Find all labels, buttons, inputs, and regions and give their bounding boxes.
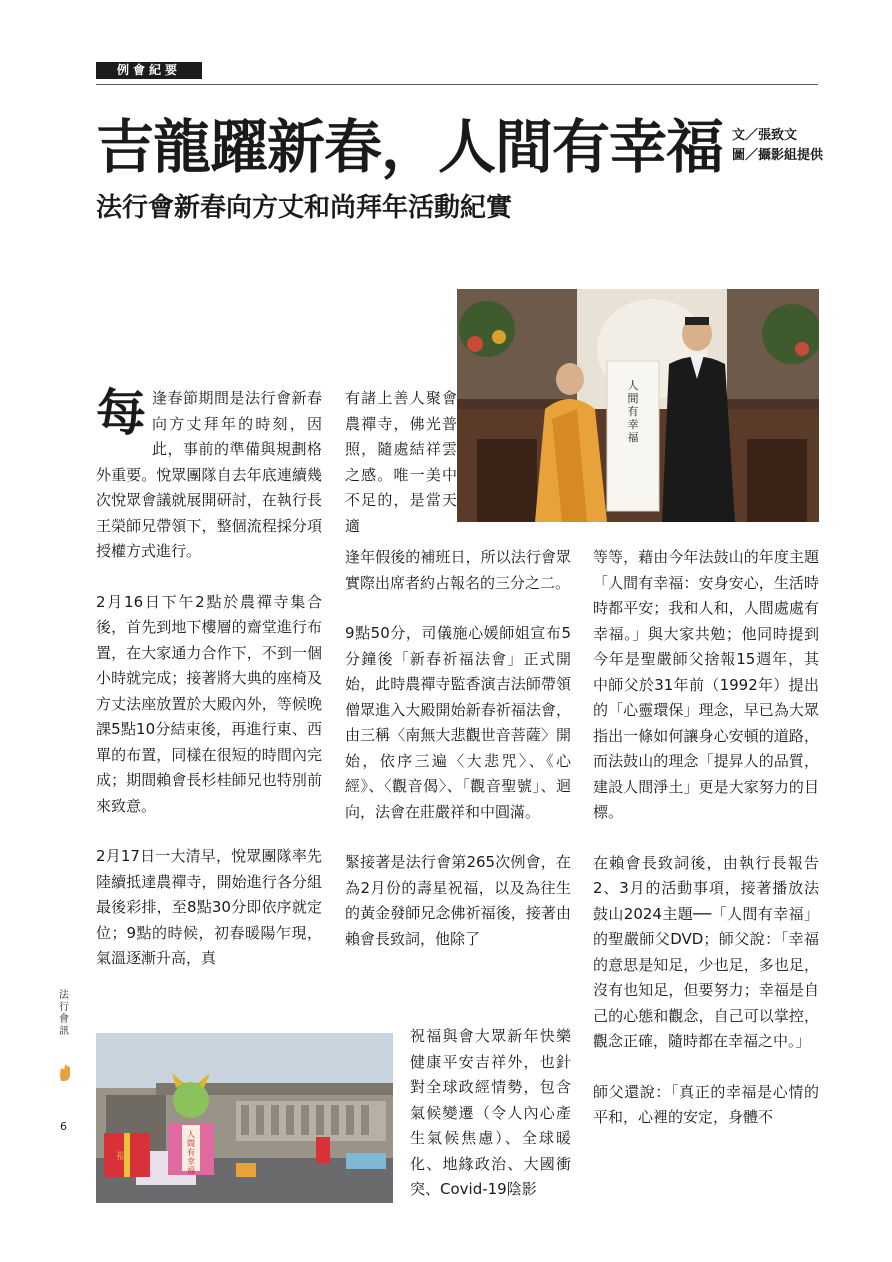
paragraph-1-text: 逢春節期間是法行會新春向方丈拜年的時刻，因此，事前的準備與規劃格外重要。悅眾團隊自去年底連續幾次悅眾會議就展開研討，在執行長王榮師兄帶領下，整個流程採分項授權方式進行。 (96, 389, 322, 560)
top-rule (96, 84, 818, 85)
text-column-2 (345, 545, 571, 977)
photo-new-year-greeting (457, 289, 819, 522)
paragraph-2: 2月16日下午2點於農禪寺集合後，首先到地下樓層的齋堂進行布置，在大家通力合作下，不到一個小時就完成；接著將大典的座椅及方丈法座放置於大殿內外，等候晚課5點10分結束後，再進行東、西單的布置，同樣在很短的時間內完成；期間賴會長杉桂師兄也特別前來致意。 (96, 592, 322, 815)
photo-credit: 圖／攝影組提供 (732, 148, 824, 163)
dropcap: 每 (96, 383, 146, 442)
gift-sign-text: 人間有幸福 (187, 1130, 195, 1175)
credits (732, 126, 823, 166)
article-title: 吉龍躍新春，人間有幸福 (96, 113, 724, 181)
text-column-2-top (345, 386, 457, 564)
paragraph-8: 在賴會長致詞後，由執行長報告2、3月的活動事項，接著播放法鼓山2024主題──「人間有幸福」的聖嚴師父DVD；師父說：「幸福的意思是知足，少也足，多也足，沒有也知足，但要努力；幸福是自己的心態和觀念，自己可以掌控，觀念正確，隨時都在幸福之中。」 (593, 853, 819, 1050)
paragraph-4: 逢年假後的補班日，所以法行會眾實際出席者約占報名的三分之二。 (345, 548, 571, 592)
paragraph-3-cont: 有諸上善人聚會農禪寺，佛光普照，隨處結祥雲之感。唯一美中不足的，是當天適 (345, 389, 457, 535)
article-subtitle: 法行會新春向方丈和尚拜年活動紀實 (96, 193, 513, 223)
greeting-photo-illustration (457, 289, 819, 522)
paragraph-3: 2月17日一大清早，悅眾團隊率先陸續抵達農禪寺，開始進行各分組最後彩排，至8點30分即依序就定位；9點的時候，初春暖陽乍現，氣溫逐漸升高，真 (96, 847, 322, 967)
scroll-text: 人間有幸福 (627, 379, 639, 444)
magazine-side-title: 法行會訊 (59, 990, 69, 1037)
paragraph-9: 師父還說：「真正的幸福是心情的平和，心裡的安定，身體不 (593, 1082, 819, 1126)
hand-logo-icon (58, 1064, 72, 1082)
paragraph-6: 緊接著是法行會第265次例會，在為2月份的壽星祝福，以及為往生的黃金發師兄念佛祈福後，接著由賴會長致詞，他除了 (345, 853, 571, 948)
paragraph-5: 9點50分，司儀施心媛師姐宣布5分鐘後「新春祈福法會」正式開始，此時農禪寺監香演吉法師帶領僧眾進入大殿開始新春祈福法會，由三稱〈南無大悲觀世音菩薩〉開始，依序三遍〈大悲咒〉、《心經》、〈觀音偈〉、「觀音聖號」、迴向，法會在莊嚴祥和中圓滿。 (345, 624, 571, 821)
paragraph-7: 等等，藉由今年法鼓山的年度主題「人間有幸福：安身安心，生活時時都平安；我和人和，人間處處有幸福。」與大家共勉；他同時提到今年是聖嚴師父捨報15週年，其中師父於31年前（1992年）提出的「心靈環保」理念，早已為大眾指出一條如何讓身心安頓的道路，而法鼓山的理念「提昇人的品質，建設人間淨土」更是大家努力的目標。 (593, 548, 819, 821)
text-column-2-bottom (410, 1024, 571, 1228)
author-credit: 文／張致文 (732, 128, 798, 143)
text-column-1 (96, 383, 322, 997)
text-column-3 (593, 545, 819, 1156)
photo-dragon-decoration (96, 1033, 393, 1203)
paragraph-6-cont: 祝福與會大眾新年快樂健康平安吉祥外，也針對全球政經情勢，包含氣候變遷（令人內心產生氣候焦慮）、全球暖化、地緣政治、大國衝突、Covid-19陰影 (410, 1027, 571, 1198)
suit (662, 357, 735, 523)
section-tag: 例會紀要 (96, 62, 202, 79)
paragraph-1 (96, 383, 322, 565)
gift-box-text: 福 (116, 1151, 126, 1162)
decoration-photo-illustration (96, 1033, 393, 1203)
page-number: 6 (60, 1120, 67, 1133)
